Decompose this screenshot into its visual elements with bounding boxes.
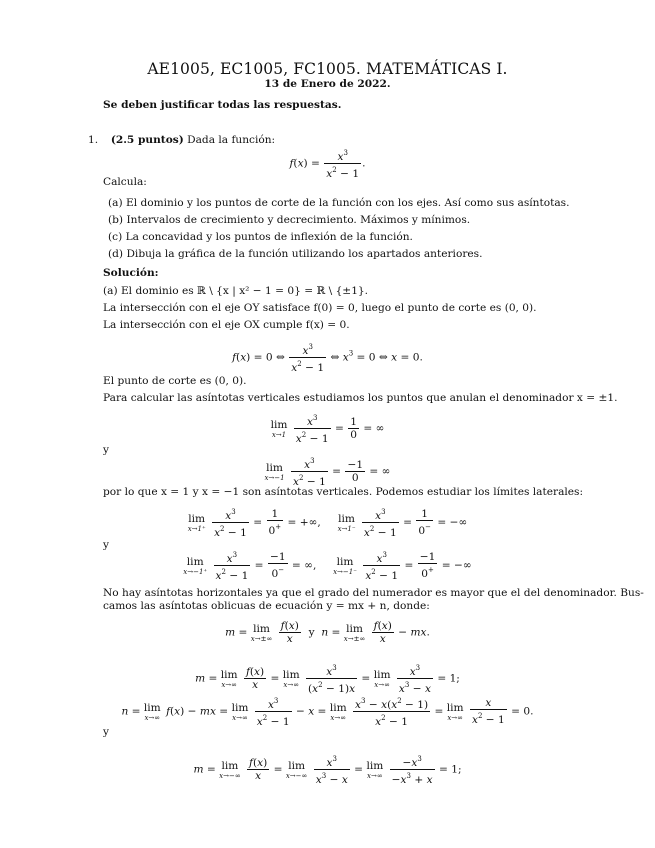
n-plus-infinity: n = lim x→∞ f(x) − mx = lim x→∞ $\frac{x^3}{x^2 - 1}$ − x = lim x→∞ $\frac{x^3 - x(x^2 - 1)}{x^2 - 1}$ = lim x→∞ $\frac{x}{x^2 - 1}$ = 0. <box>121 697 534 728</box>
problem-heading <box>88 134 275 147</box>
lateral-limits-minus-1: lim x→−1⁺ $\frac{x^3}{x^2 - 1}$ = $\frac{-1}{0^-}$ = ∞, lim x→−1⁻ $\frac{x^3}{x^2 - 1}$ = $\frac{-1}{0^+}$ = −∞ <box>183 551 472 582</box>
item-label: (d) <box>108 248 124 260</box>
item-text: La concavidad y los puntos de inflexión de la función. <box>125 231 413 243</box>
item-c <box>108 231 413 244</box>
solution-heading: Solución: <box>103 267 159 279</box>
item-text: El dominio y los puntos de corte de la función con los ejes. Así como sus asíntotas. <box>125 197 570 209</box>
solution-line: La intersección con el eje OX cumple f(x) = 0. <box>103 319 350 331</box>
problem-points: (2.5 puntos) <box>110 134 184 146</box>
calcula-label: Calcula: <box>103 176 147 188</box>
exam-notice: Se deben justificar todas las respuestas. <box>103 99 342 111</box>
m-minus-infinity: m = lim x→−∞ $\frac{f(x)}{x}$ = lim x→−∞ $\frac{x^3}{x^3 - x}$ = lim x→∞ $\frac{-x^3}{-x^3 + x}$ = 1; <box>193 755 462 786</box>
problem-number: 1. <box>88 134 99 146</box>
solution-line: La intersección con el eje OY satisface f(0) = 0, luego el punto de corte es (0, 0). <box>103 302 537 314</box>
item-label: (a) <box>108 197 123 209</box>
conjunction-y: y <box>103 444 109 456</box>
item-b <box>108 214 470 227</box>
function-equation: f(x) = $\frac{x^3}{x^2 - 1}$ . <box>289 149 366 180</box>
exam-title: AE1005, EC1005, FC1005. MATEMÁTICAS I. <box>147 60 508 78</box>
item-d <box>108 248 482 261</box>
problem-intro: Dada la función: <box>187 134 276 146</box>
solution-line: por lo que x = 1 y x = −1 son asíntotas verticales. Podemos estudiar los límites laterales: <box>103 486 584 498</box>
conjunction-y: y <box>103 726 109 738</box>
equation-zero: f(x) = 0 ⇔ $\frac{x^3}{x^2 - 1}$ ⇔ $x^3 = 0$ ⇔ x = 0. <box>232 343 423 374</box>
solution-line: No hay asíntotas horizontales ya que el grado del numerador es mayor que el del denominador. Bus- <box>103 587 644 599</box>
limit-x-to-minus-1: lim x→−1 $\frac{x^3}{x^2 - 1}$ = $\frac{-1}{0}$ = ∞ <box>264 457 391 488</box>
solution-line: El punto de corte es (0, 0). <box>103 375 247 387</box>
m-plus-infinity: m = lim x→∞ $\frac{f(x)}{x}$ = lim x→∞ $\frac{x^3}{(x^2 - 1)x}$ = lim x→∞ $\frac{x^3}{x^3 - x}$ = 1; <box>195 664 460 695</box>
item-a <box>108 197 569 210</box>
item-label: (b) <box>108 214 124 226</box>
exam-date: 13 de Enero de 2022. <box>264 78 391 90</box>
item-text: Dibuja la gráfica de la función utilizando los apartados anteriores. <box>126 248 483 260</box>
lateral-limits-1: lim x→1⁺ $\frac{x^3}{x^2 - 1}$ = $\frac{1}{0^+}$ = +∞, lim x→1⁻ $\frac{x^3}{x^2 - 1}$ = $\frac{1}{0^-}$ = −∞ <box>187 508 468 539</box>
item-label: (c) <box>108 231 123 243</box>
solution-line: Para calcular las asíntotas verticales estudiamos los puntos que anulan el denominador x = ±1. <box>103 392 618 404</box>
oblique-asymptote-definition: m = lim x→±∞ $\frac{f(x)}{x}$ y n = lim x→±∞ $\frac{f(x)}{x}$ − mx. <box>225 620 430 645</box>
solution-line: (a) El dominio es ℝ \ {x | x² − 1 = 0} = ℝ \ {±1}. <box>103 285 369 297</box>
limit-x-to-1: lim x→1 $\frac{x^3}{x^2 - 1}$ = $\frac{1}{0}$ = ∞ <box>270 414 385 445</box>
solution-line: camos las asíntotas oblicuas de ecuación y = mx + n, donde: <box>103 600 430 612</box>
conjunction-y: y <box>103 539 109 551</box>
item-text: Intervalos de crecimiento y decrecimiento. Máximos y mínimos. <box>126 214 471 226</box>
